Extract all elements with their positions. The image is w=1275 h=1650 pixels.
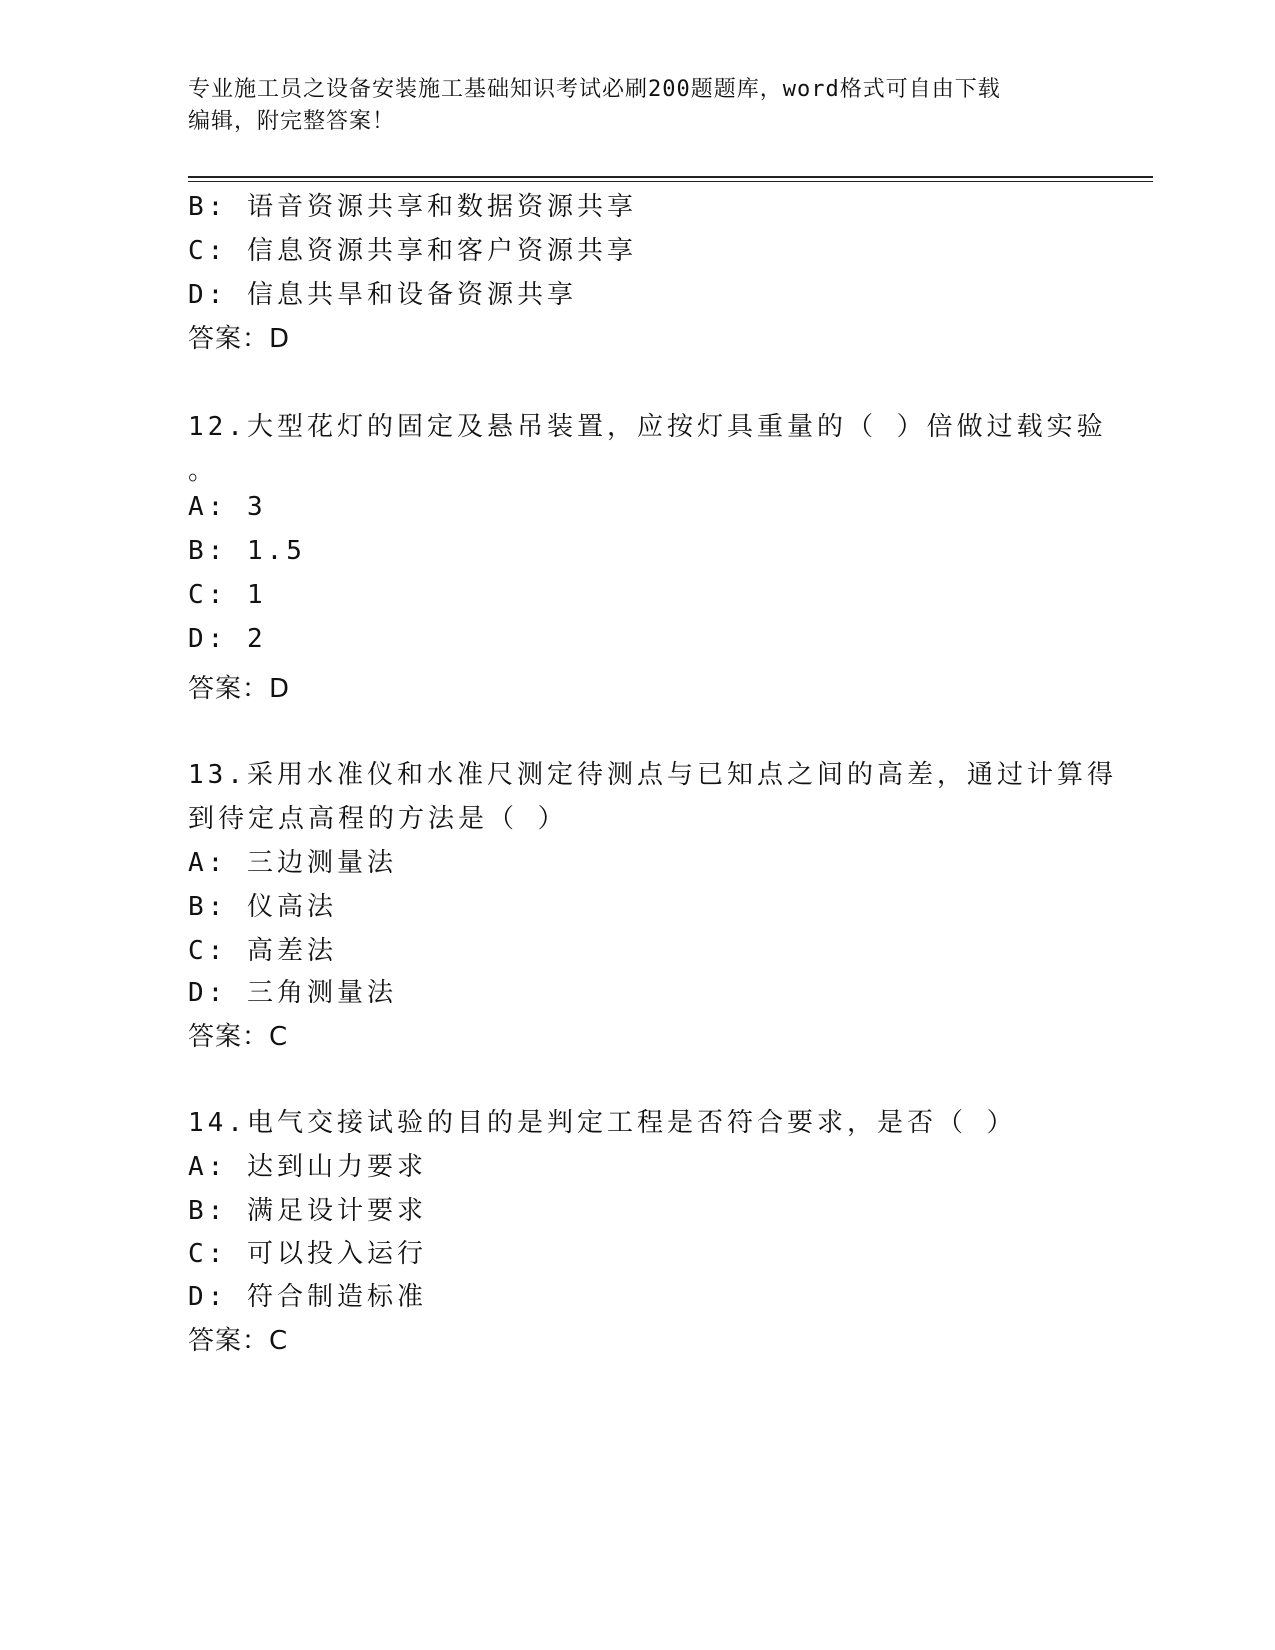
q12-option-a: A: 3 <box>188 492 267 522</box>
q14-option-c: C: 可以投入运行 <box>188 1239 427 1269</box>
q14-option-b: B: 满足设计要求 <box>188 1196 427 1226</box>
q14-question-line-1: 14.电气交接试验的目的是判定工程是否符合要求，是否（ ） <box>188 1108 1017 1138</box>
header-title-line-1: 专业施工员之设备安装施工基础知识考试必刷200题题库，word格式可自由下载 <box>188 77 1001 102</box>
header-divider-thin <box>188 181 1153 182</box>
q11-option-c: C: 信息资源共享和客户资源共享 <box>188 236 637 266</box>
header-title-line-2: 编辑，附完整答案！ <box>188 109 396 134</box>
q12-option-c: C: 1 <box>188 580 267 610</box>
q13-question-line-1: 13.采用水准仪和水准尺测定待测点与已知点之间的高差，通过计算得 <box>188 760 1117 790</box>
q11-answer: 答案：D <box>188 324 291 354</box>
q13-answer: 答案：C <box>188 1022 289 1052</box>
q11-option-b: B: 语音资源共享和数据资源共享 <box>188 192 637 222</box>
q12-question-line-1: 12.大型花灯的固定及悬吊装置，应按灯具重量的（ ）倍做过载实验 <box>188 412 1107 442</box>
q12-option-d: D: 2 <box>188 624 267 654</box>
document-header <box>188 74 1068 138</box>
q11-option-d: D: 信息共旱和设备资源共享 <box>188 280 577 310</box>
q14-option-a: A: 达到山力要求 <box>188 1152 427 1182</box>
q13-option-c: C: 高差法 <box>188 936 337 966</box>
q13-question-line-2: 到待定点高程的方法是（ ） <box>188 804 568 834</box>
q12-question-line-2: 。 <box>188 456 219 486</box>
q12-option-b: B: 1.5 <box>188 536 306 566</box>
header-divider-thick <box>188 176 1153 178</box>
q14-option-d: D: 符合制造标准 <box>188 1282 427 1312</box>
q13-option-a: A: 三边测量法 <box>188 848 397 878</box>
q13-option-d: D: 三角测量法 <box>188 978 397 1008</box>
q14-answer: 答案：C <box>188 1326 289 1356</box>
q13-option-b: B: 仪高法 <box>188 892 337 922</box>
q12-answer: 答案：D <box>188 674 291 704</box>
